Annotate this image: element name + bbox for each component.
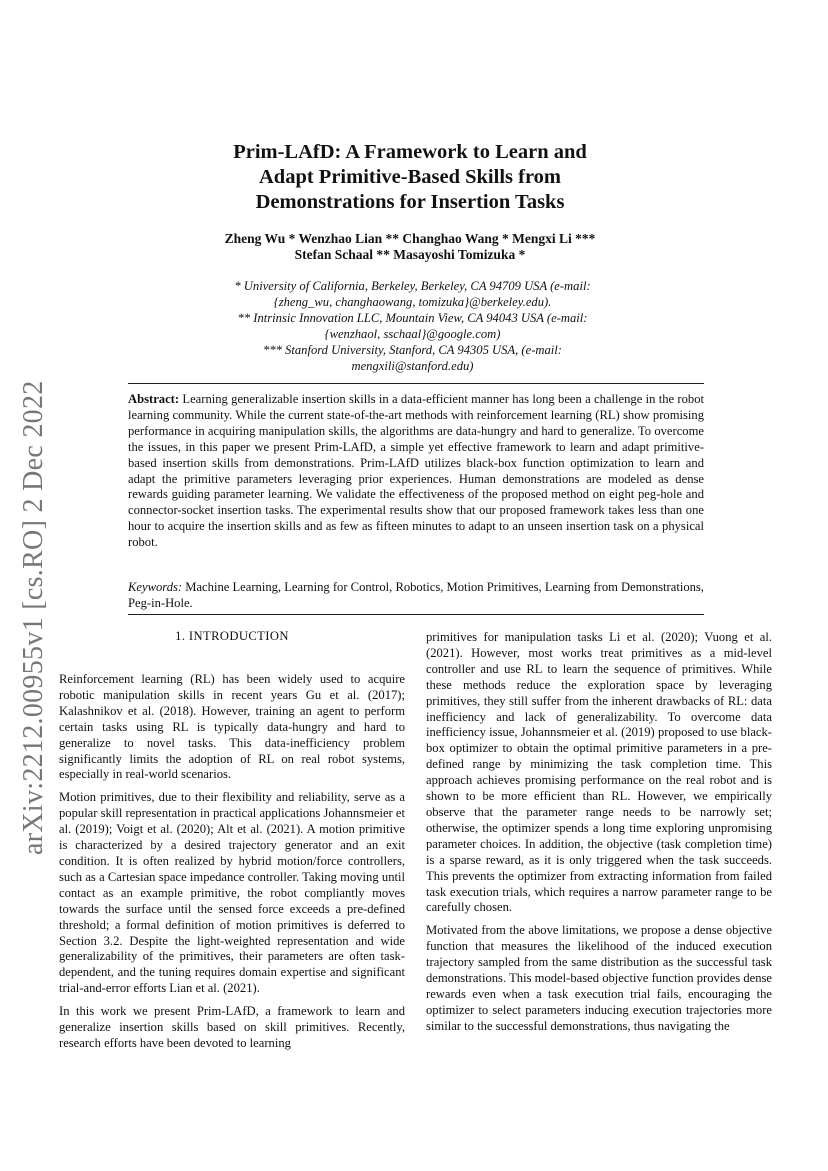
abstract-label: Abstract:: [128, 392, 180, 406]
author-line: Stefan Schaal ** Masayoshi Tomizuka *: [294, 247, 526, 262]
right-column: [426, 630, 772, 1042]
affiliation-line: * University of California, Berkeley, Berkeley, CA 94709 USA (e-mail:: [234, 279, 591, 293]
keywords-text: Machine Learning, Learning for Control, Robotics, Motion Primitives, Learning from Demonstrations, Peg-in-Hole.: [128, 580, 704, 610]
affiliation-line: {wenzhaol, sschaal}@google.com): [324, 327, 501, 341]
left-column: [59, 672, 405, 1059]
arxiv-identifier-text: arXiv:2212.00955v1 [cs.RO] 2 Dec 2022: [18, 380, 49, 855]
paragraph: Motion primitives, due to their flexibility and reliability, serve as a popular skill representation in practical applications Johannsmeier et al. (2019); Voigt et al. (2020); Alt et al. (2021). A motion primitive is characterized by a desired trajectory generator and an exit condition. It is often realized by hybrid motion/force controllers, such as a Cartesian space impedance controller. Taking moving until contact as an example primitive, the robot compliantly moves towards the surface until the sensed force exceeds a pre-defined threshold; a formal definition of motion primitives is deferred to Section 3.2. Despite the light-weighted representation and wide generalizability of the primitives, their parameters are often task-dependent, and the tuning requires domain expertise and significant trial-and-error efforts Lian et al. (2021).: [59, 790, 405, 996]
title-line: Adapt Primitive-Based Skills from: [259, 166, 561, 188]
arxiv-identifier: [16, 365, 52, 855]
author-list: [130, 231, 690, 263]
title-line: Demonstrations for Insertion Tasks: [255, 191, 565, 213]
affiliation-line: *** Stanford University, Stanford, CA 94305 USA, (e-mail:: [263, 343, 562, 357]
abstract-text: Learning generalizable insertion skills in a data-efficient manner has long been a challenge in the robot learning community. While the current state-of-the-art methods with reinforcement learning (RL) show promising performance in acquiring manipulation skills, the algorithms are data-hungry and hard to generalize. To overcome the issues, in this paper we present Prim-LAfD, a simple yet effective framework to learn and adapt primitive-based insertion skills from demonstrations. Prim-LAfD utilizes black-box function optimization to learn and adapt the primitive parameters leveraging prior experiences. Human demonstrations are modeled as dense rewards guiding parameter learning. We validate the effectiveness of the proposed method on eight peg-hole and connector-socket insertion tasks. The experimental results show that our proposed framework takes less than one hour to acquire the insertion skills and as few as fifteen minutes to adapt to an unseen insertion task on a physical robot.: [128, 392, 705, 550]
paper-title: [150, 140, 670, 215]
title-line: Prim-LAfD: A Framework to Learn and: [233, 141, 587, 163]
abstract: [128, 392, 704, 551]
affiliation-line: mengxili@stanford.edu): [351, 359, 474, 373]
affiliation-line: {zheng_wu, changhaowang, tomizuka}@berkeley.edu).: [273, 295, 552, 309]
section-heading: 1. INTRODUCTION: [175, 629, 289, 643]
author-line: Zheng Wu * Wenzhao Lian ** Changhao Wang * Mengxi Li ***: [224, 231, 596, 246]
affiliations: [190, 278, 635, 374]
paragraph: primitives for manipulation tasks Li et al. (2020); Vuong et al. (2021). However, most works treat primitives as a mid-level controller and use RL to learn the sequence of primitives. While these methods reduce the exploration space by leveraging primitives, they still suffer from the inherent drawbacks of RL: data inefficiency and lack of generalizability. To overcome data inefficiency issue, Johannsmeier et al. (2019) proposed to use black-box optimizer to obtain the optimal primitive parameters in a pre-defined range by minimizing the task completion time. This approach achieves promising performance on the real robot and is shown to be more efficient than RL. However, we empirically observe that the parameter range needs to be narrowly set; otherwise, the optimizer spends a long time exploring unpromising parameter choices. In addition, the objective (task completion time) is a sparse reward, as it is only triggered when the task succeeds. This prevents the optimizer from extracting information from failed task execution trials, which requires a narrow parameter range to be carefully chosen.: [426, 630, 772, 915]
abstract-top-rule: [128, 383, 704, 384]
paragraph: In this work we present Prim-LAfD, a framework to learn and generalize insertion skills based on skill primitives. Recently, research efforts have been devoted to learning: [59, 1004, 405, 1050]
keywords-bottom-rule: [128, 614, 704, 615]
paragraph: Reinforcement learning (RL) has been widely used to acquire robotic manipulation skills in recent years Gu et al. (2017); Kalashnikov et al. (2018). However, training an agent to perform certain tasks using RL is typically data-hungry and hard to generalize to novel tasks. This data-inefficiency problem significantly limits the adoption of RL on real robot systems, especially in real-world scenarios.: [59, 672, 405, 782]
paragraph: Motivated from the above limitations, we propose a dense objective function that measures the likelihood of the induced execution trajectory sampled from the same distribution as the successful task demonstrations. This model-based objective function provides dense rewards even when a task execution trial fails, encouraging the optimizer to select parameters inducing execution trajectories more similar to the successful demonstrations, thus navigating the: [426, 923, 772, 1033]
affiliation-line: ** Intrinsic Innovation LLC, Mountain View, CA 94043 USA (e-mail:: [237, 311, 588, 325]
keywords-label: Keywords:: [128, 580, 183, 594]
keywords: [128, 580, 704, 612]
